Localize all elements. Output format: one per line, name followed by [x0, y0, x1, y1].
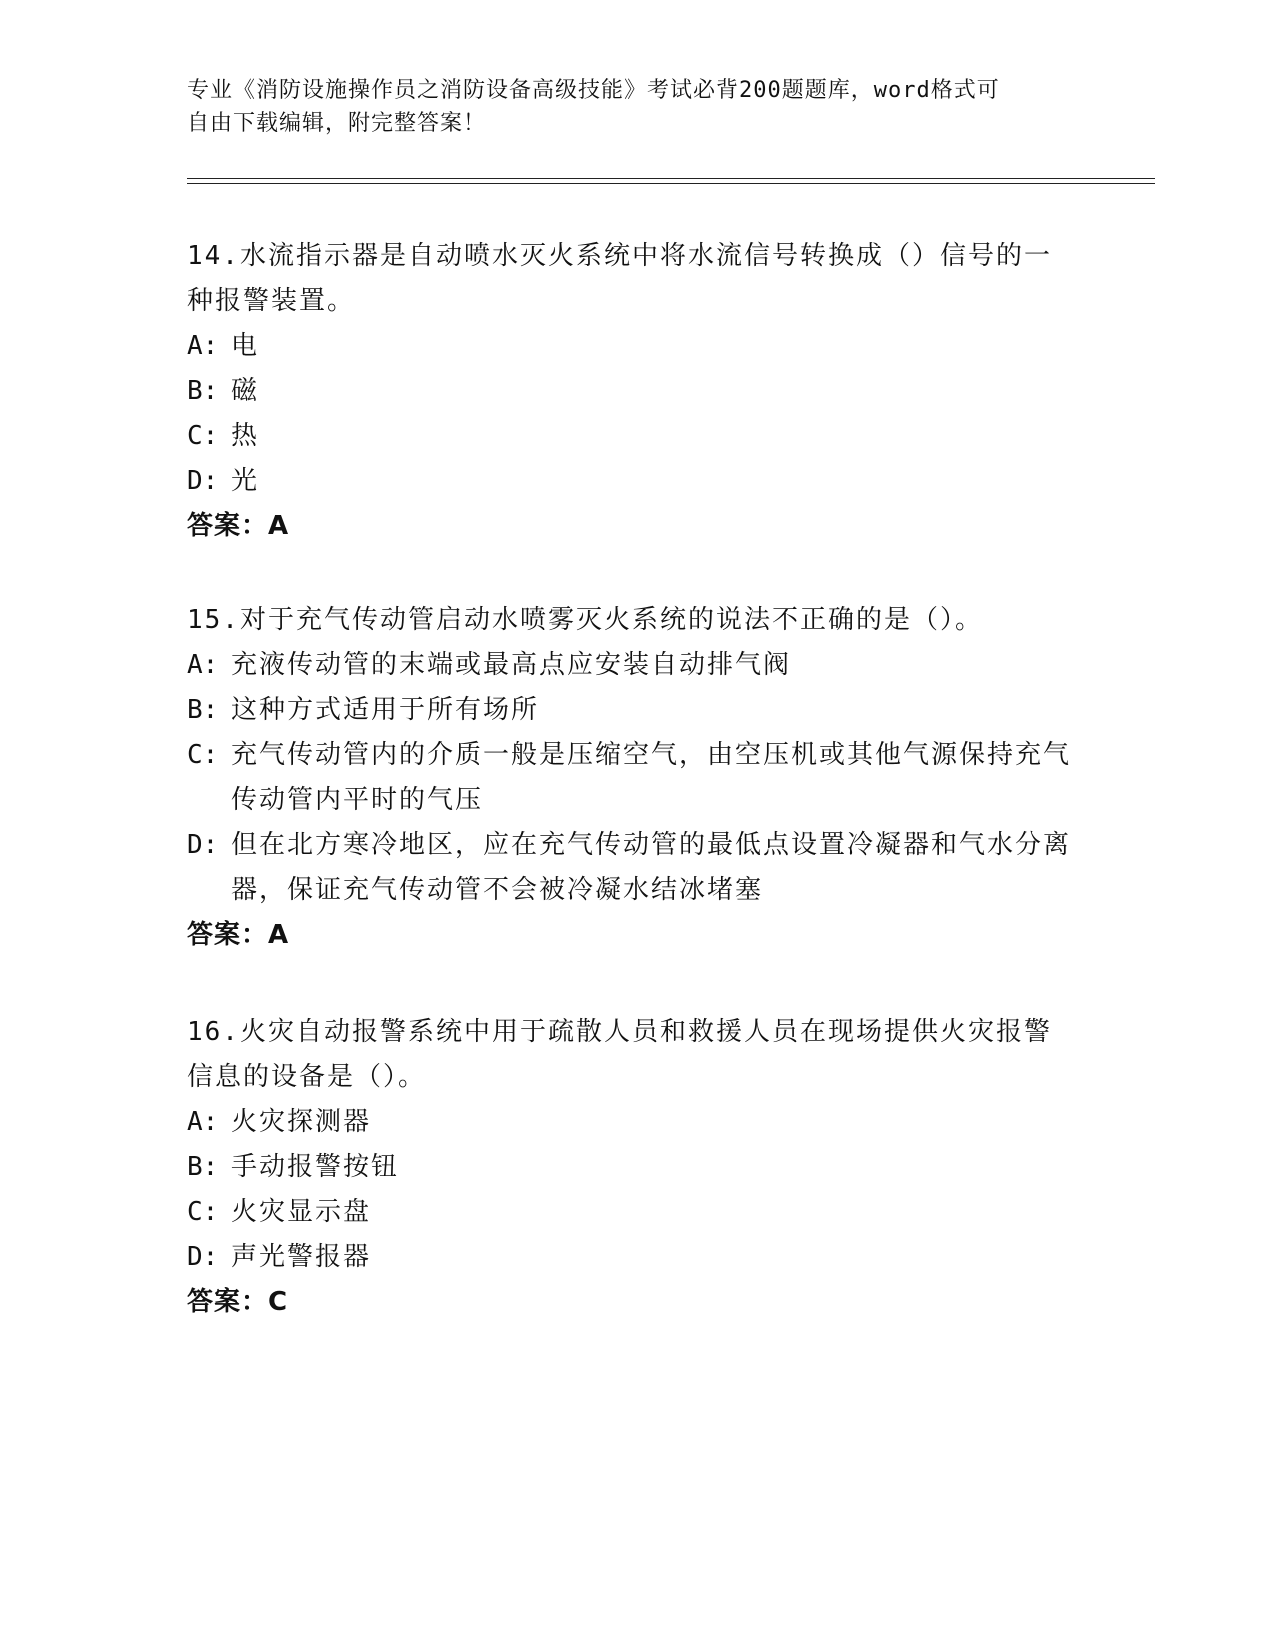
option-letter: D: [187, 466, 219, 496]
option-text: 火灾探测器 [231, 1107, 372, 1137]
option-text: 磁 [231, 376, 260, 406]
question-15 [187, 598, 1077, 958]
header-divider-top [187, 178, 1155, 179]
document-header [187, 74, 1067, 140]
header-line-2: 自由下载编辑，附完整答案！ [187, 111, 487, 136]
option-text: 充气传动管内的介质一般是压缩空气，由空压机或其他气源保持充气传动管内平时的气压 [231, 740, 1072, 815]
option-text: 手动报警按钮 [231, 1152, 400, 1182]
option-c [187, 733, 1077, 823]
question-stem: 16.火灾自动报警系统中用于疏散人员和救援人员在现场提供火灾报警信息的设备是（）。 [187, 1017, 1052, 1092]
question-16 [187, 1010, 1077, 1325]
option-text: 充液传动管的末端或最高点应安装自动排气阀 [231, 650, 792, 680]
option-letter: C: [187, 1197, 219, 1227]
option-letter: D: [187, 830, 219, 860]
option-d [187, 823, 1077, 913]
option-b [187, 1145, 1077, 1190]
option-letter: A: [187, 1107, 219, 1137]
option-b [187, 688, 1077, 733]
option-a [187, 1100, 1077, 1145]
option-a [187, 324, 1077, 369]
answer-line: 答案：A [187, 511, 290, 541]
option-letter: C: [187, 421, 219, 451]
option-letter: A: [187, 650, 219, 680]
option-text: 但在北方寒冷地区，应在充气传动管的最低点设置冷凝器和气水分离器，保证充气传动管不会被冷凝水结冰堵塞 [231, 830, 1072, 905]
option-letter: A: [187, 331, 219, 361]
option-text: 声光警报器 [231, 1242, 372, 1272]
option-c [187, 414, 1077, 459]
option-d [187, 459, 1077, 504]
option-text: 光 [231, 466, 260, 496]
option-letter: D: [187, 1242, 219, 1272]
header-divider-bottom [187, 183, 1155, 184]
question-14 [187, 234, 1077, 549]
question-stem: 14.水流指示器是自动喷水灭火系统中将水流信号转换成（）信号的一种报警装置。 [187, 241, 1052, 316]
answer-line: 答案：C [187, 1287, 289, 1317]
option-text: 热 [231, 421, 260, 451]
option-letter: B: [187, 1152, 219, 1182]
option-text: 电 [231, 331, 260, 361]
option-text: 火灾显示盘 [231, 1197, 372, 1227]
option-letter: B: [187, 695, 219, 725]
option-letter: B: [187, 376, 219, 406]
answer-line: 答案：A [187, 920, 290, 950]
header-line-1: 专业《消防设施操作员之消防设备高级技能》考试必背200题题库，word格式可 [187, 78, 1000, 103]
option-text: 这种方式适用于所有场所 [231, 695, 540, 725]
option-d [187, 1235, 1077, 1280]
option-a [187, 643, 1077, 688]
question-stem: 15.对于充气传动管启动水喷雾灭火系统的说法不正确的是（）。 [187, 605, 983, 635]
option-c [187, 1190, 1077, 1235]
option-letter: C: [187, 740, 219, 770]
option-b [187, 369, 1077, 414]
